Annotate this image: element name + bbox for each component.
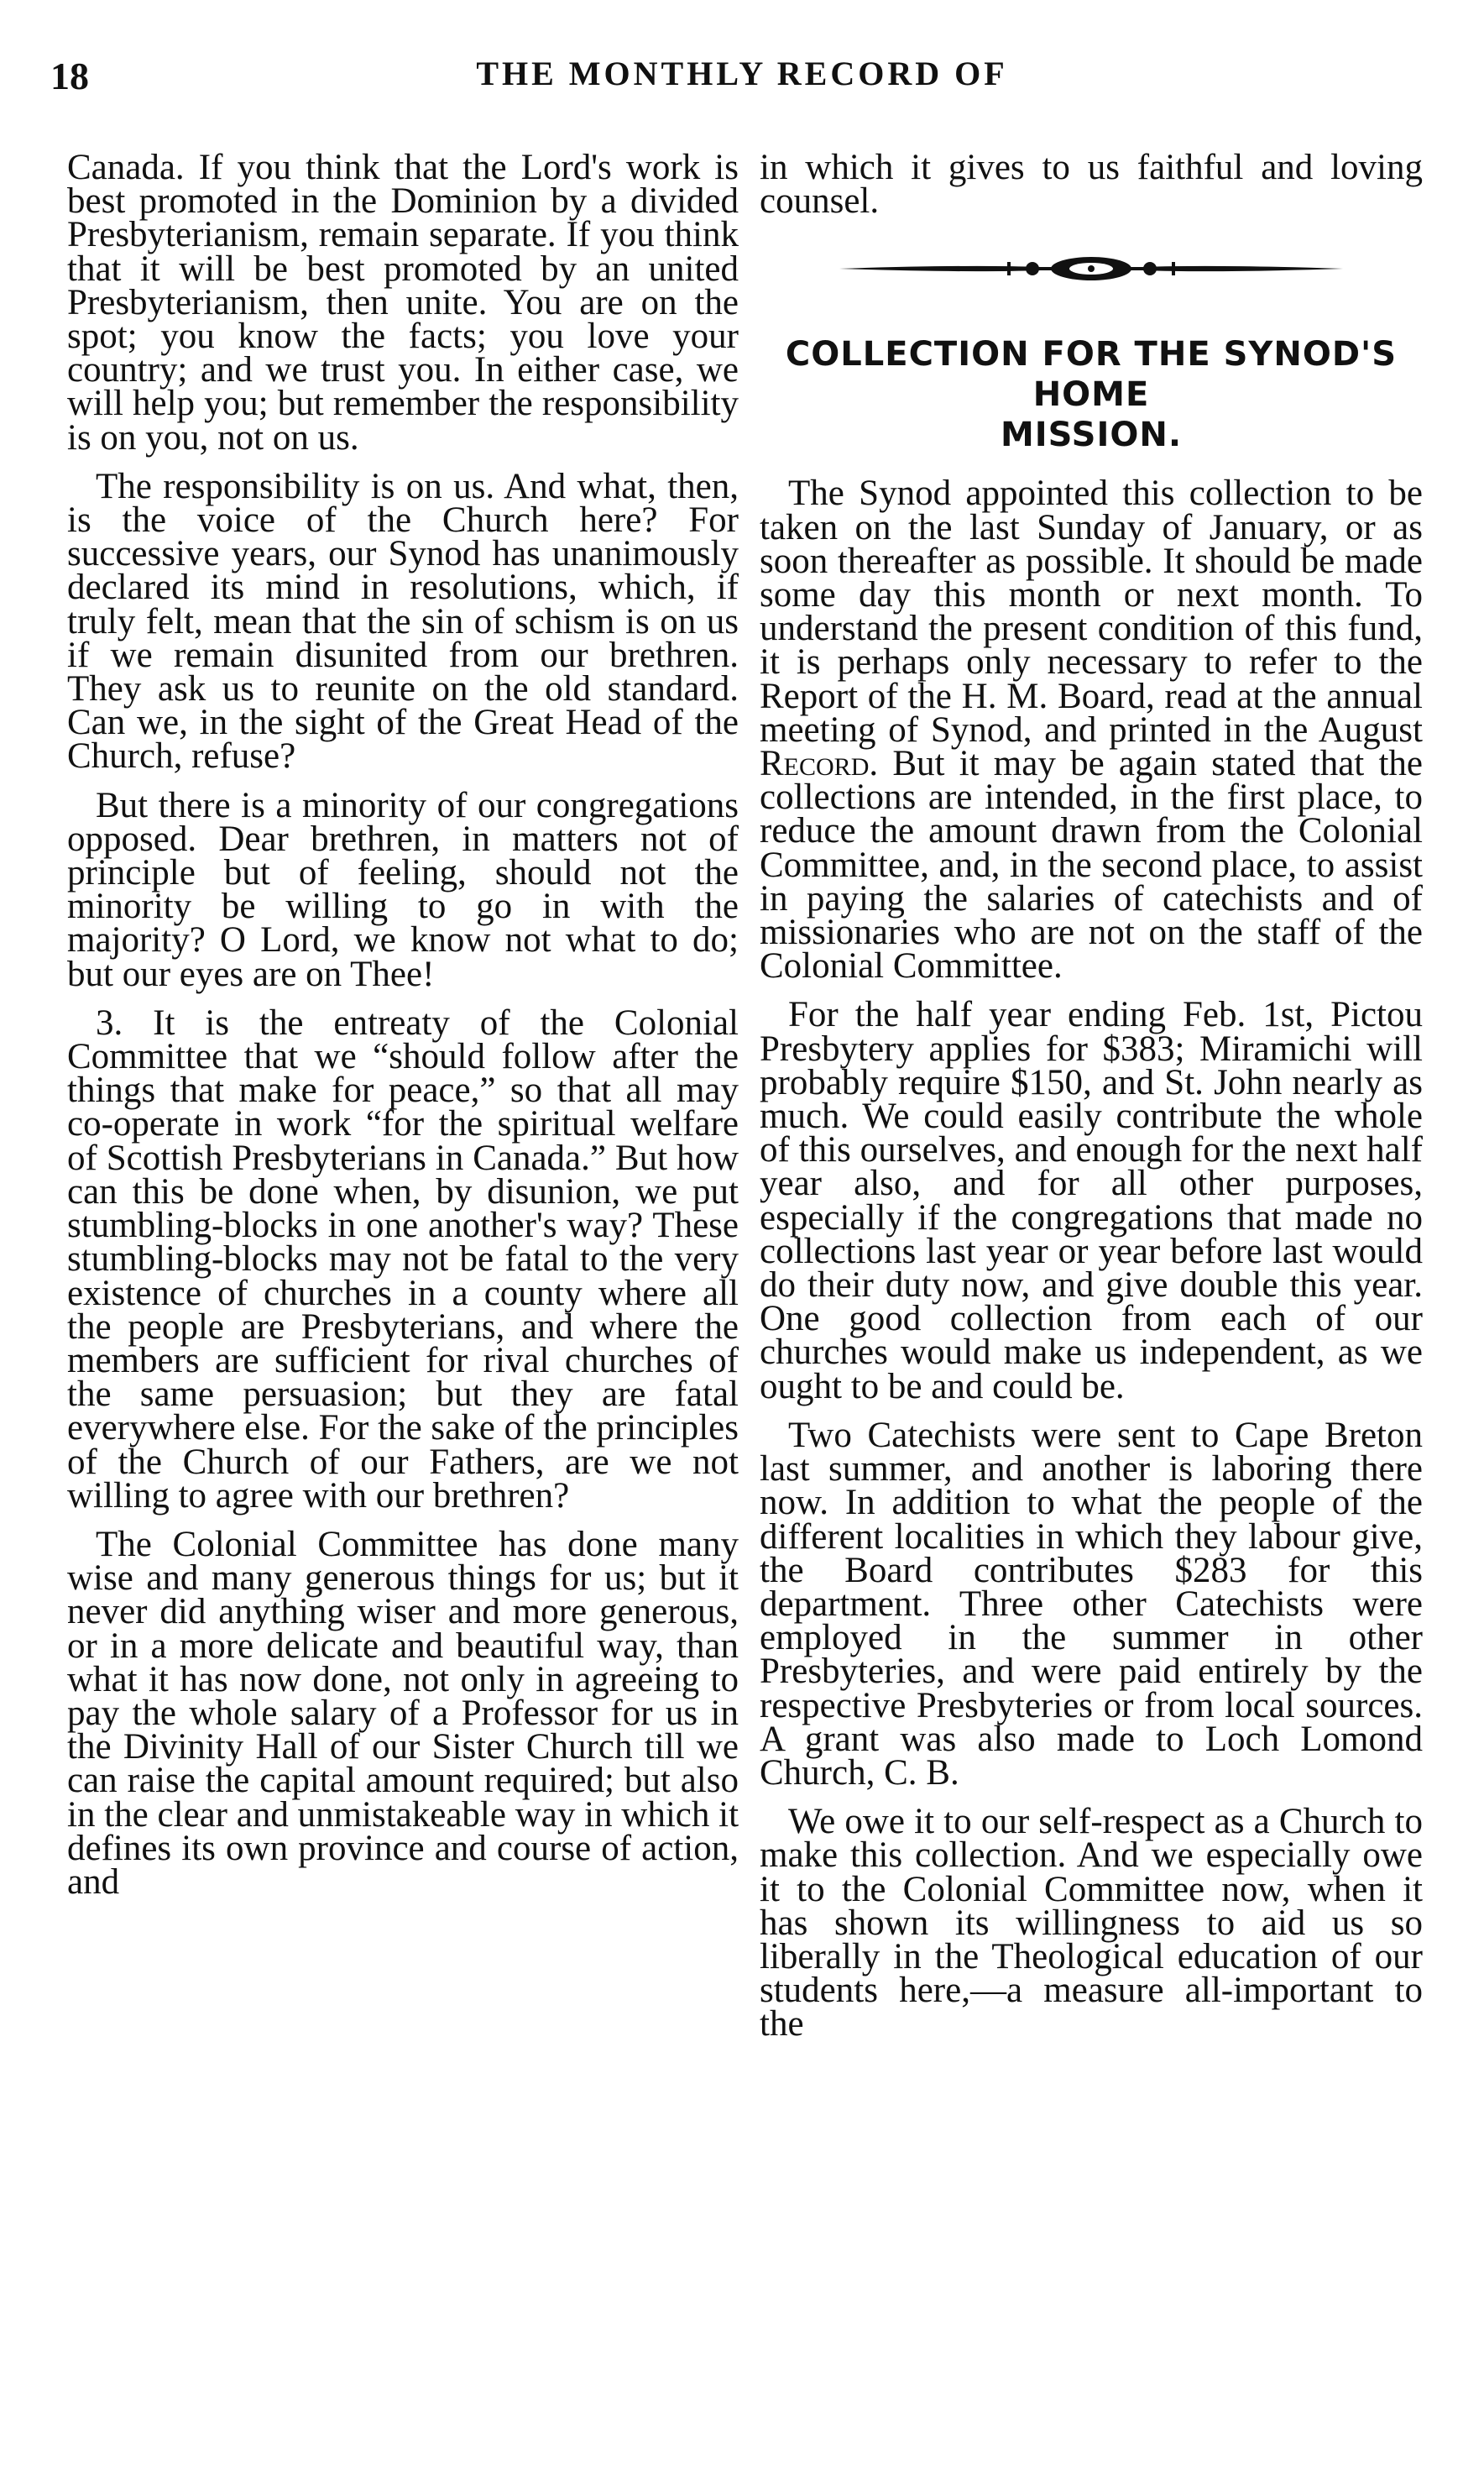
paragraph: The Colonial Committee has done many wise and many generous things for us; but it never did anything wiser and more generous, or in a more delicate and beautiful way, than what it has now done, not only in agreeing to pay the whole salary of a Professor for us in the Divinity Hall of our Sister Church till we can raise the capital amount required; but also in the clear and unmistakeable way in which it defines its own province and course of action, and <box>67 1524 739 1902</box>
paragraph <box>760 474 1423 987</box>
left-column <box>67 148 739 1914</box>
running-title: THE MONTHLY RECORD OF <box>476 55 1008 92</box>
paragraph: The responsibility is on us. And what, then, is the voice of the Church here? For successive years, our Synod has unanimously declared its mind in resolutions, which, if truly felt, mean that the sin of schism is on us if we remain disunited from our brethren. They ask us to reunite on the old standard. Can we, in the sight of the Great Head of the Church, refuse? <box>67 466 739 777</box>
paragraph: We owe it to our self-respect as a Church to make this collection. And we especially owe it to the Colonial Committee now, when it has shown its willingness to aid us so liberally in the Theological education of our students here,—a measure all-important to the <box>760 1802 1423 2044</box>
section-heading-line: COLLECTION FOR THE SYNOD'S HOME <box>785 335 1398 415</box>
record-smallcaps: Record <box>760 744 870 784</box>
paragraph-text: . But it may be again stated that the collections are intended, in the first place, to reduce the amount drawn from the Colonial Committee, and, in the second place, to assist in paying the salaries of catechists and of missionaries who are not on the staff of the Colonial Committee. <box>760 744 1423 987</box>
page-number: 18 <box>50 55 89 97</box>
ornamental-divider <box>839 252 1343 285</box>
paragraph-continuation: in which it gives to us faithful and loving counsel. <box>760 148 1423 222</box>
paragraph-text: The Synod appointed this collection to be taken on the last Sunday of January, or as soon thereafter as possible. It should be made some day this month or next month. To understand the present condition of this fund, it is perhaps only necessary to refer to the Report of the H. M. Board, read at the annual meeting of Synod, and printed in the August <box>760 474 1423 750</box>
right-column <box>760 148 1423 2057</box>
paragraph: 3. It is the entreaty of the Colonial Committee that we “should follow after the things that make for peace,” so that all may co-operate in work “for the spiritual welfare of Scottish Presbyterians in Canada.” But how can this be done when, by disunion, we put stumbling-blocks in one another's way? These stumbling-blocks may not be fatal to the very existence of churches in a county where all the people are Presbyterians, and where the members are sufficient for rival churches of the same persuasion; but they are fatal everywhere else. For the sake of the principles of the Church of our Fathers, are we not willing to agree with our brethren? <box>67 1003 739 1516</box>
paragraph: For the half year ending Feb. 1st, Pictou Presbytery applies for $383; Miramichi will probably require $150, and St. John nearly as much. We could easily contribute the whole of this ourselves, and enough for the next half year also, and for all other purposes, especially if the congregations that made no collections last year or year before last would do their duty now, and give double this year. One good collection from each of our churches would make us independent, as we ought to be and could be. <box>760 995 1423 1406</box>
paragraph: But there is a minority of our congregations opposed. Dear brethren, in matters not of principle but of feeling, should not the minority be willing to go in with the majority? O Lord, we know not what to do; but our eyes are on Thee! <box>67 785 739 994</box>
paragraph: Canada. If you think that the Lord's work is best promoted in the Dominion by a divided Presbyterianism, remain separate. If you think that it will be best promoted by an united Presbyterianism, then unite. You are on the spot; you know the facts; you love your country; and we trust you. In either case, we will help you; but remember the responsibility is on you, not on us. <box>67 148 739 458</box>
section-heading <box>760 334 1423 455</box>
paragraph: Two Catechists were sent to Cape Breton last summer, and another is laboring there now. In addition to what the people of the different localities in which they labour give, the Board contributes $283 for this department. Three other Catechists were employed in the summer in other Presbyteries, and were paid entirely by the respective Presbyteries or from local sources. A grant was also made to Loch Lomond Church, C. B. <box>760 1415 1423 1793</box>
section-heading-line: MISSION. <box>1000 416 1183 455</box>
page-header <box>50 54 1434 113</box>
